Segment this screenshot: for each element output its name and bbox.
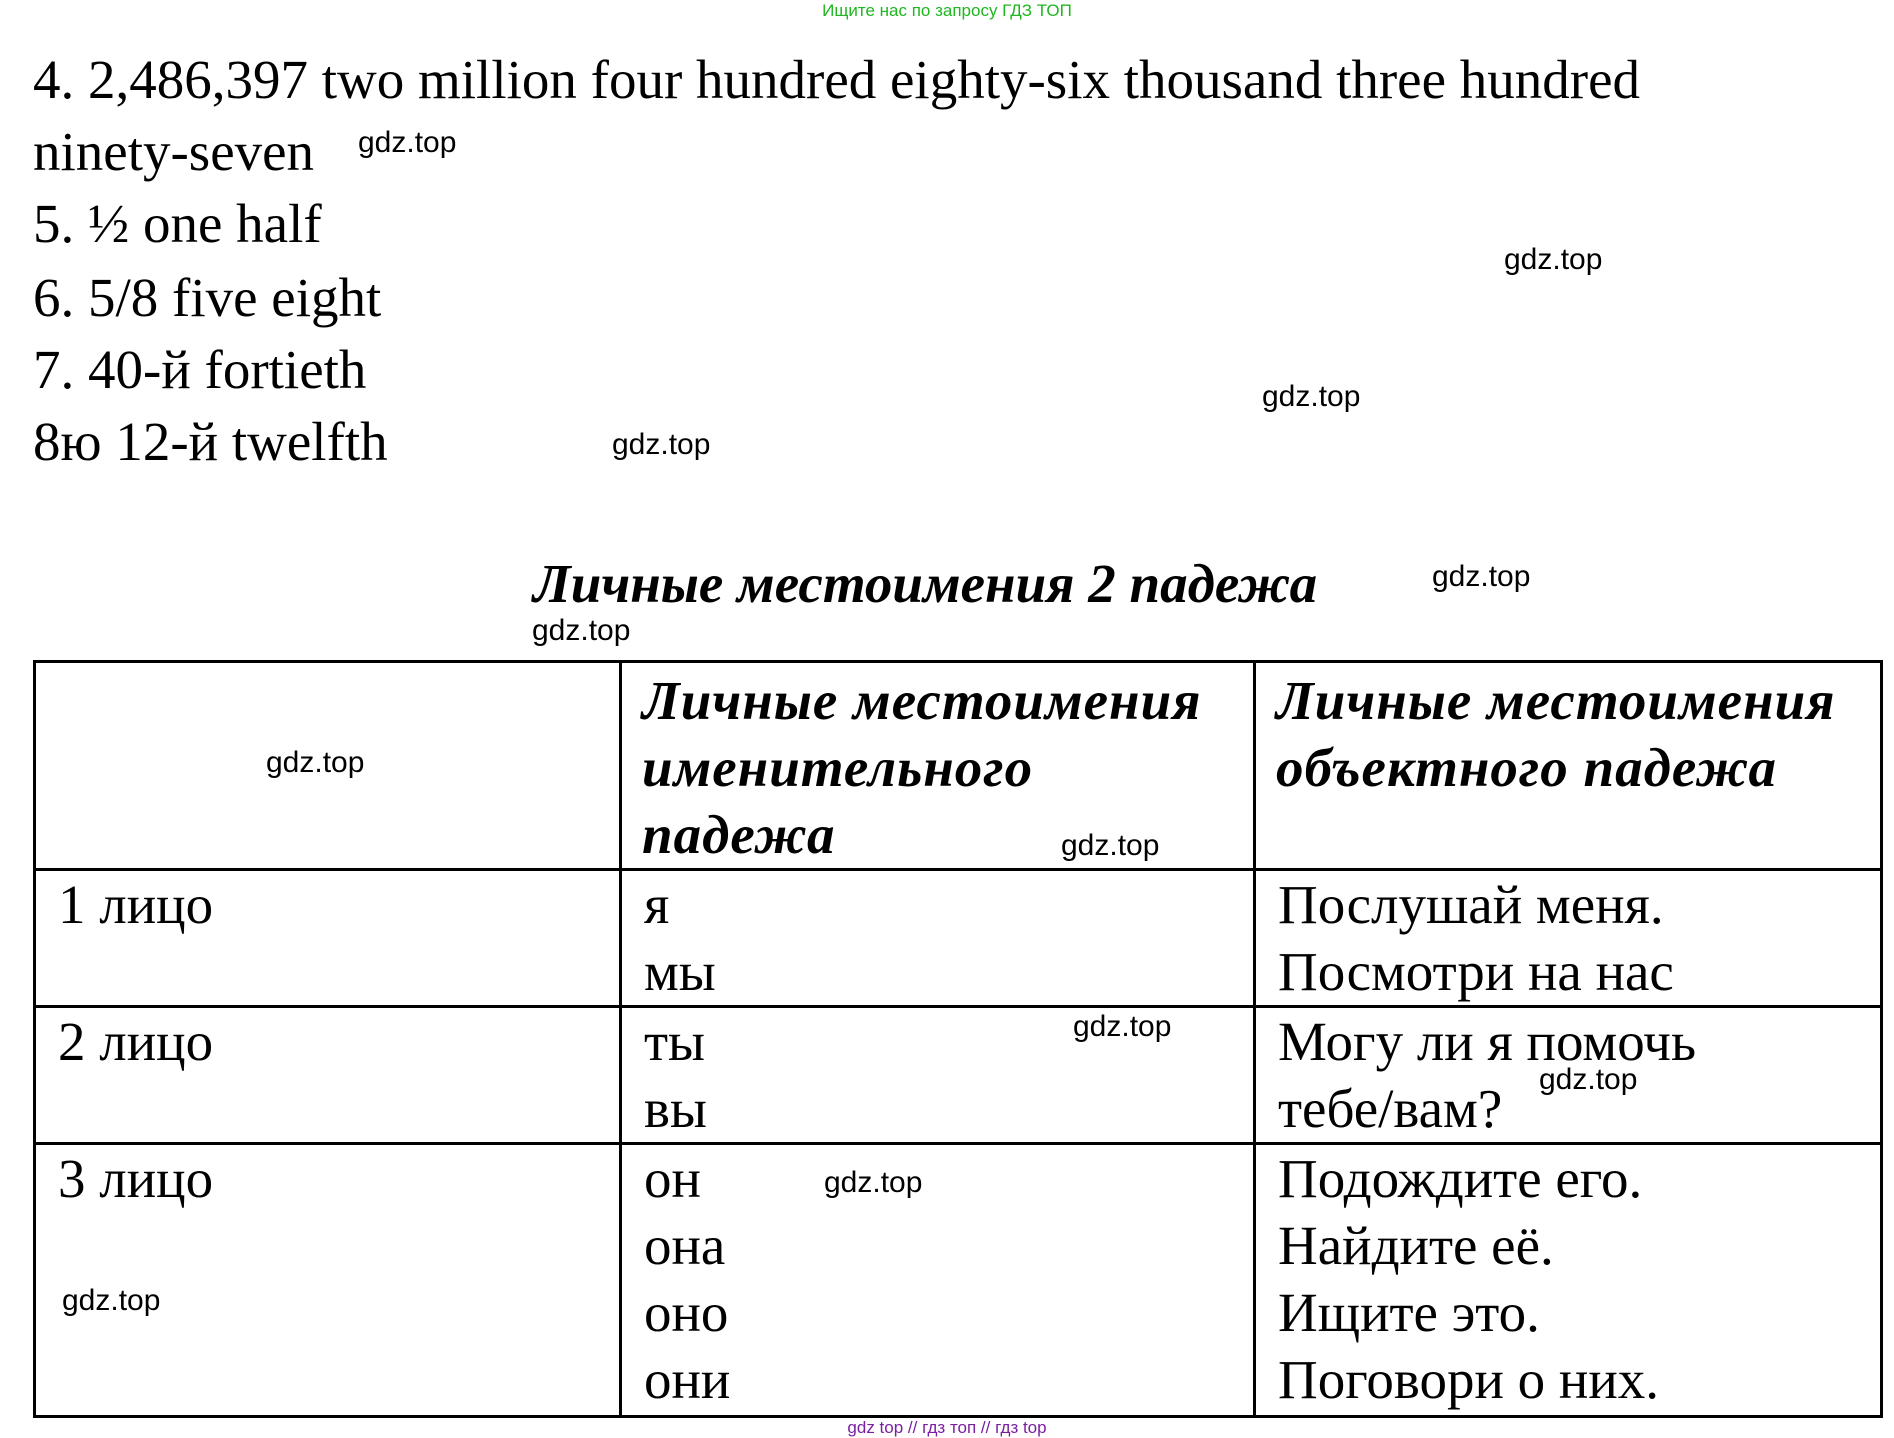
answer-line-8: 8ю 12-й twelfth bbox=[33, 411, 388, 472]
answer-line-4-continued: ninety-seven bbox=[33, 121, 315, 182]
watermark: gdz.top bbox=[1539, 1063, 1638, 1096]
example-sentence: Посмотри на нас bbox=[1278, 941, 1674, 1002]
person-cell bbox=[35, 1007, 621, 1144]
watermark: gdz.top bbox=[62, 1284, 161, 1317]
watermark: gdz.top bbox=[612, 428, 711, 461]
example-sentence: Подождите его. bbox=[1278, 1148, 1643, 1209]
example-sentence: Ищите это. bbox=[1278, 1282, 1540, 1343]
example-sentence: Могу ли я помочь bbox=[1278, 1011, 1697, 1072]
watermark: gdz.top bbox=[1504, 243, 1603, 276]
person-cell bbox=[35, 870, 621, 1007]
pronoun: ты bbox=[644, 1011, 705, 1072]
example-sentence: Поговори о них. bbox=[1278, 1349, 1660, 1410]
watermark: gdz.top bbox=[358, 126, 457, 159]
pronoun: он bbox=[644, 1148, 701, 1209]
example-sentence: тебе/вам? bbox=[1278, 1078, 1503, 1139]
person-label: 3 лицо bbox=[58, 1148, 214, 1209]
person-label: 2 лицо bbox=[58, 1011, 214, 1072]
watermark: gdz.top bbox=[266, 746, 365, 779]
watermark: gdz.top bbox=[824, 1166, 923, 1199]
watermark: gdz.top bbox=[1061, 829, 1160, 862]
watermark: gdz.top bbox=[532, 614, 631, 647]
pronoun: они bbox=[644, 1349, 731, 1410]
person-cell bbox=[35, 1144, 621, 1417]
table-title: Личные местоимения 2 падежа bbox=[533, 553, 1318, 614]
watermark: gdz.top bbox=[1432, 560, 1531, 593]
table-row bbox=[35, 870, 1882, 1007]
answer-line-5: 5. ½ one half bbox=[33, 193, 322, 254]
answer-line-4: 4. 2,486,397 two million four hundred eighty-six thousand three hundred bbox=[33, 49, 1640, 110]
header-cell-nominative: Личные местоимения именительного падежа bbox=[621, 662, 1255, 870]
person-label: 1 лицо bbox=[58, 874, 214, 935]
nominative-cell bbox=[621, 870, 1255, 1007]
watermark: gdz.top bbox=[1262, 380, 1361, 413]
search-hint-banner: Ищите нас по запросу ГДЗ ТОП bbox=[822, 1, 1072, 20]
watermark: gdz.top bbox=[1073, 1010, 1172, 1043]
footer-watermark: gdz top // гдз топ // гдз top bbox=[847, 1418, 1047, 1437]
nominative-cell bbox=[621, 1144, 1255, 1417]
pronoun: она bbox=[644, 1215, 726, 1276]
objective-cell bbox=[1255, 870, 1882, 1007]
answer-line-7: 7. 40-й fortieth bbox=[33, 339, 367, 400]
pronoun: вы bbox=[644, 1078, 707, 1139]
example-sentence: Найдите её. bbox=[1278, 1215, 1554, 1276]
header-cell-objective: Личные местоимения объектного падежа bbox=[1255, 662, 1882, 870]
pronoun: оно bbox=[644, 1282, 729, 1343]
table-row bbox=[35, 1144, 1882, 1417]
pronoun: мы bbox=[644, 941, 716, 1002]
example-sentence: Послушай меня. bbox=[1278, 874, 1664, 935]
pronoun: я bbox=[644, 874, 670, 935]
answer-line-6: 6. 5/8 five eight bbox=[33, 267, 382, 328]
objective-cell bbox=[1255, 1144, 1882, 1417]
